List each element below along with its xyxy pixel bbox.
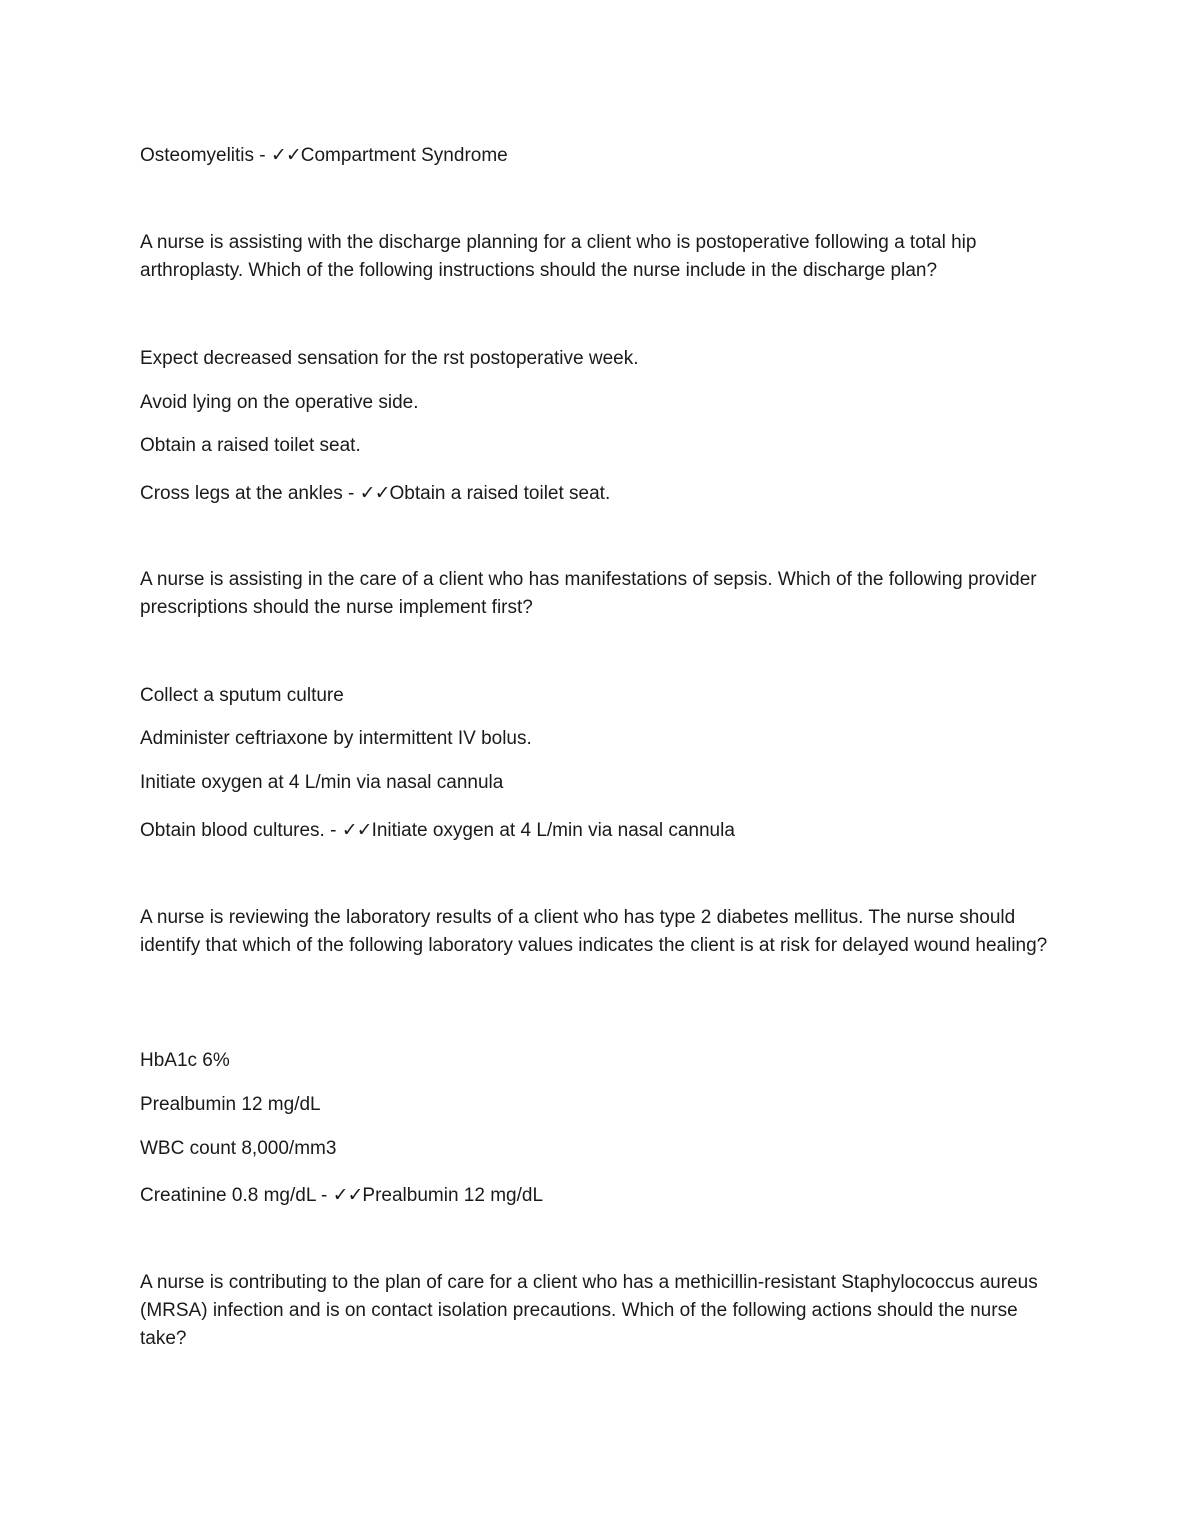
option-text: Osteomyelitis - (140, 145, 271, 166)
answer-line-osteomyelitis (140, 141, 1060, 170)
option-3b: Prealbumin 12 mg/dL (140, 1094, 321, 1115)
correct-answer: Prealbumin 12 mg/dL (362, 1185, 544, 1206)
double-check-icon: ✓✓ (359, 482, 390, 504)
option-1d: Cross legs at the ankles - (140, 483, 360, 504)
answer-line-3 (140, 1181, 1060, 1210)
option-3c: WBC count 8,000/mm3 (140, 1138, 337, 1159)
option-2d: Obtain blood cultures. - (140, 820, 342, 841)
option-1b: Avoid lying on the operative side. (140, 392, 419, 413)
option-3a: HbA1c 6% (140, 1050, 230, 1071)
question-stem-4: A nurse is contributing to the plan of care for a client who has a methicillin-resistant Staphylococcus aureus (MRSA) infection and is on contact isolation precautions. Which of the following actions should the nurse take? (140, 1272, 1038, 1349)
option-2b: Administer ceftriaxone by intermittent IV bolus. (140, 728, 532, 749)
option-1c: Obtain a raised toilet seat. (140, 435, 361, 456)
option-3d: Creatinine 0.8 mg/dL - (140, 1185, 333, 1206)
double-check-icon: ✓✓ (270, 144, 301, 166)
option-2c: Initiate oxygen at 4 L/min via nasal cannula (140, 772, 504, 793)
option-1a: Expect decreased sensation for the rst postoperative week. (140, 348, 639, 369)
question-stem-2: A nurse is assisting in the care of a client who has manifestations of sepsis. Which of the following provider prescriptions should the nurse implement first? (140, 569, 1037, 618)
double-check-icon: ✓✓ (341, 819, 372, 841)
correct-answer: Obtain a raised toilet seat. (389, 483, 611, 504)
answer-line-2 (140, 816, 1060, 845)
question-stem-3: A nurse is reviewing the laboratory results of a client who has type 2 diabetes mellitus. The nurse should identify that which of the following laboratory values indicates the client is at risk for delayed wound healing? (140, 907, 1048, 956)
option-2a: Collect a sputum culture (140, 685, 344, 706)
document-page (140, 0, 1060, 1540)
question-stem-1: A nurse is assisting with the discharge planning for a client who is postoperative following a total hip arthroplasty. Which of the following instructions should the nurse include in the discharge plan? (140, 232, 977, 281)
correct-answer: Initiate oxygen at 4 L/min via nasal cannula (371, 820, 735, 841)
double-check-icon: ✓✓ (332, 1184, 363, 1206)
answer-line-1 (140, 479, 1060, 508)
correct-answer: Compartment Syndrome (300, 145, 508, 166)
